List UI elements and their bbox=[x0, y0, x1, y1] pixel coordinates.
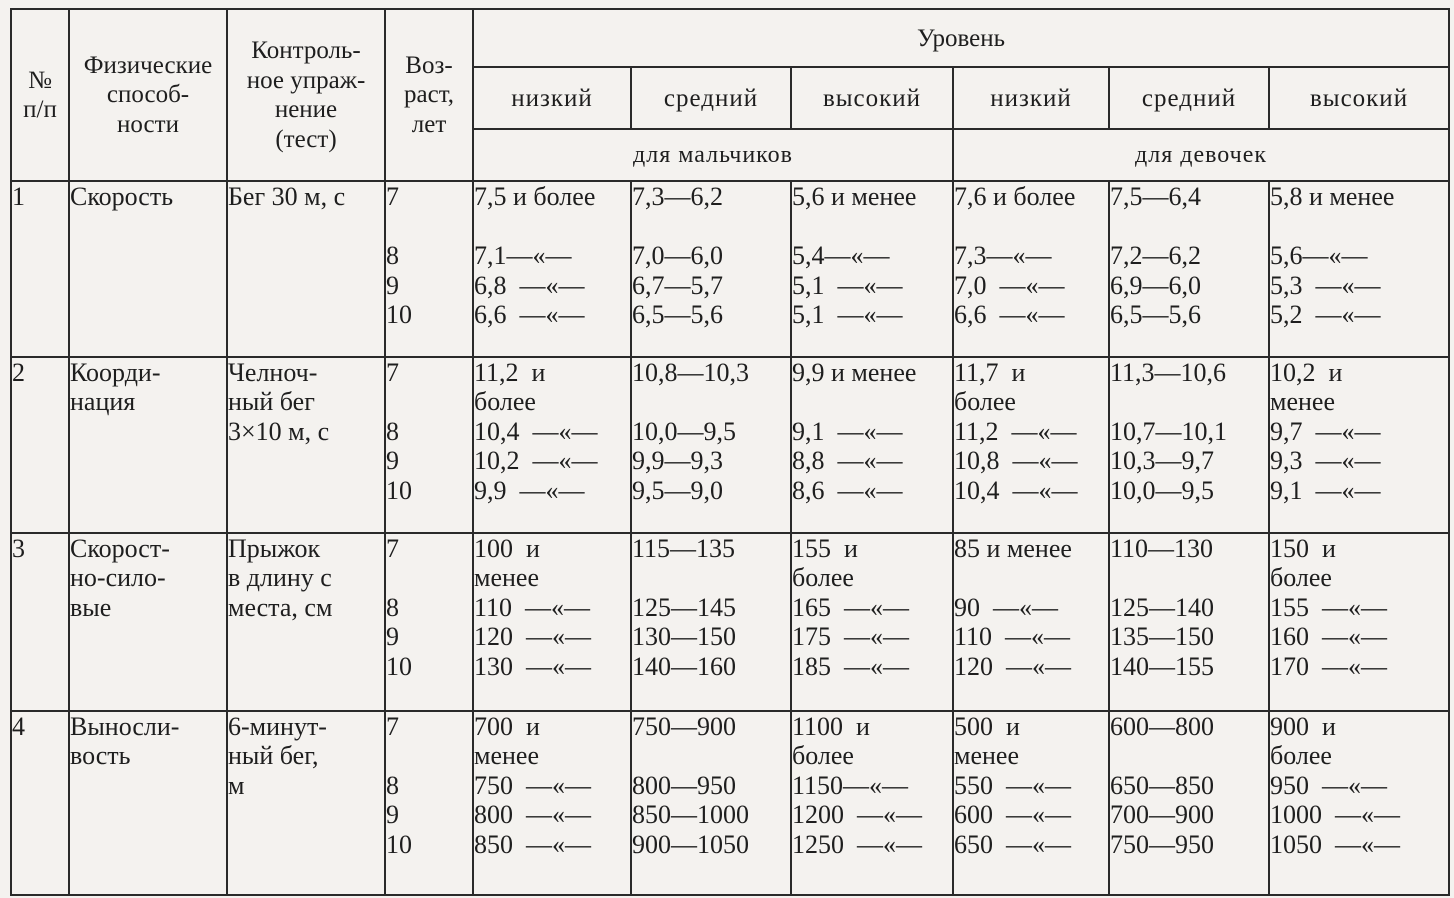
value-line: 9,9 и менее bbox=[792, 357, 917, 387]
value-line: 7,5—6,4 bbox=[1110, 182, 1201, 211]
value-line bbox=[954, 563, 1108, 593]
value-line: более bbox=[954, 387, 1016, 417]
value-line: 5,8 и менее bbox=[1270, 182, 1395, 211]
value-cell bbox=[953, 533, 1109, 711]
value-line: 850—1000 bbox=[632, 800, 749, 830]
value-line: 115—135 bbox=[632, 533, 736, 563]
value-line: 120 —«— bbox=[954, 651, 1071, 681]
age-cell-line bbox=[386, 387, 472, 417]
age-cell bbox=[385, 533, 473, 711]
value-line: 10,2 и bbox=[1270, 357, 1343, 387]
age-cell-line: 8 bbox=[386, 416, 399, 446]
header-num: № п/п bbox=[11, 9, 69, 181]
header-group-girls: для девочек bbox=[953, 129, 1449, 181]
value-line: 175 —«— bbox=[792, 622, 909, 652]
value-line: 9,3 —«— bbox=[1270, 446, 1381, 476]
value-line: 150 и bbox=[1270, 533, 1336, 563]
value-line: 165 —«— bbox=[792, 592, 909, 622]
value-line: 110 —«— bbox=[474, 592, 591, 622]
value-line: 650—850 bbox=[1110, 770, 1214, 800]
test-cell bbox=[227, 357, 385, 533]
value-line bbox=[474, 212, 630, 242]
value-line: 9,5—9,0 bbox=[632, 475, 723, 505]
value-line: 110 —«— bbox=[954, 622, 1071, 652]
value-line: 170 —«— bbox=[1270, 651, 1387, 681]
value-line: 6,6 —«— bbox=[474, 300, 585, 329]
table-row bbox=[11, 533, 1449, 711]
value-line bbox=[632, 741, 790, 771]
header-level-high-girls: высокий bbox=[1269, 67, 1449, 129]
age-cell-line: 10 bbox=[386, 300, 412, 329]
test-cell-line: 6-минут- bbox=[228, 711, 327, 741]
value-cell bbox=[631, 181, 791, 357]
value-line: 11,3—10,6 bbox=[1110, 357, 1227, 387]
age-cell-line: 10 bbox=[386, 829, 412, 859]
age-cell-line: 9 bbox=[386, 622, 399, 652]
header-group-boys: для мальчиков bbox=[473, 129, 953, 181]
value-line: 750—900 bbox=[632, 711, 736, 741]
value-line: 10,8 —«— bbox=[954, 446, 1078, 476]
header-level-low-boys: низкий bbox=[473, 67, 631, 129]
age-cell-line: 7 bbox=[386, 357, 399, 387]
value-line: 100 и bbox=[474, 533, 540, 563]
value-line: 7,3—6,2 bbox=[632, 182, 723, 211]
value-line bbox=[792, 387, 952, 417]
age-cell-line: 10 bbox=[386, 651, 412, 681]
table-body bbox=[11, 181, 1449, 895]
ability-cell-line: Скорость bbox=[70, 182, 174, 211]
value-line: 6,9—6,0 bbox=[1110, 270, 1201, 300]
test-cell bbox=[227, 533, 385, 711]
value-line: 7,1—«— bbox=[474, 241, 572, 270]
fitness-norms-table bbox=[10, 8, 1450, 896]
value-line: 900 и bbox=[1270, 711, 1336, 741]
test-cell-line: ный бег, bbox=[228, 741, 319, 771]
age-cell-line bbox=[386, 741, 472, 771]
value-line: 6,7—5,7 bbox=[632, 270, 723, 300]
value-cell bbox=[791, 357, 953, 533]
header-age: Воз- раст, лет bbox=[385, 9, 473, 181]
value-line: 7,0 —«— bbox=[954, 270, 1065, 300]
header-level: Уровень bbox=[473, 9, 1449, 67]
value-line: более bbox=[474, 387, 536, 417]
value-line: 1200 —«— bbox=[792, 800, 922, 830]
value-line: 6,6 —«— bbox=[954, 300, 1065, 329]
value-line bbox=[1110, 212, 1268, 242]
value-cell bbox=[1109, 357, 1269, 533]
value-cell bbox=[631, 357, 791, 533]
value-line: 130 —«— bbox=[474, 651, 591, 681]
value-line bbox=[1110, 387, 1268, 417]
value-line: менее bbox=[474, 563, 539, 593]
table-row bbox=[11, 181, 1449, 357]
value-line: 120 —«— bbox=[474, 622, 591, 652]
value-line: 5,6 и менее bbox=[792, 182, 917, 211]
value-line: 700—900 bbox=[1110, 800, 1214, 830]
value-line: 5,6—«— bbox=[1270, 241, 1368, 270]
value-cell bbox=[953, 357, 1109, 533]
value-line: 600—800 bbox=[1110, 711, 1214, 741]
value-line: 8,6 —«— bbox=[792, 475, 903, 505]
row-number: 3 bbox=[11, 533, 69, 711]
value-line: более bbox=[792, 563, 854, 593]
value-line: 800—950 bbox=[632, 770, 736, 800]
ability-cell bbox=[69, 711, 227, 895]
age-cell-line: 7 bbox=[386, 711, 399, 741]
value-cell bbox=[631, 533, 791, 711]
value-line: 125—145 bbox=[632, 592, 736, 622]
header-level-mid-girls: средний bbox=[1109, 67, 1269, 129]
value-line: 6,8 —«— bbox=[474, 270, 585, 300]
value-line: 11,2 —«— bbox=[954, 416, 1077, 446]
header-ability: Физические способ- ности bbox=[69, 9, 227, 181]
test-cell-line: 3×10 м, с bbox=[228, 416, 330, 446]
age-cell bbox=[385, 711, 473, 895]
value-line: 11,2 и bbox=[474, 357, 546, 387]
age-cell-line bbox=[386, 563, 472, 593]
ability-cell bbox=[69, 181, 227, 357]
value-line: 1100 и bbox=[792, 711, 870, 741]
header-level-mid-boys: средний bbox=[631, 67, 791, 129]
value-line: 600 —«— bbox=[954, 800, 1071, 830]
value-line bbox=[632, 563, 790, 593]
value-line: 5,2 —«— bbox=[1270, 300, 1381, 329]
value-line: 750 —«— bbox=[474, 770, 591, 800]
test-cell-line: Челноч- bbox=[228, 357, 318, 387]
value-line: 5,3 —«— bbox=[1270, 270, 1381, 300]
value-cell bbox=[1109, 533, 1269, 711]
value-line: 11,7 и bbox=[954, 357, 1026, 387]
value-line: 85 и менее bbox=[954, 533, 1072, 563]
value-line: 6,5—5,6 bbox=[632, 300, 723, 329]
value-line: 9,1 —«— bbox=[792, 416, 903, 446]
age-cell bbox=[385, 357, 473, 533]
value-cell bbox=[953, 181, 1109, 357]
age-cell bbox=[385, 181, 473, 357]
value-line: 750—950 bbox=[1110, 829, 1214, 859]
value-line: 140—155 bbox=[1110, 651, 1214, 681]
value-line bbox=[1110, 741, 1268, 771]
value-cell bbox=[473, 533, 631, 711]
test-cell-line: в длину с bbox=[228, 563, 332, 593]
age-cell-line: 10 bbox=[386, 475, 412, 505]
value-line: 1050 —«— bbox=[1270, 829, 1400, 859]
value-line: 90 —«— bbox=[954, 592, 1058, 622]
value-cell bbox=[473, 357, 631, 533]
value-line: 10,8—10,3 bbox=[632, 357, 749, 387]
age-cell-line: 8 bbox=[386, 770, 399, 800]
age-cell-line: 9 bbox=[386, 800, 399, 830]
value-cell bbox=[1269, 181, 1449, 357]
value-line bbox=[632, 212, 790, 242]
value-cell bbox=[1269, 711, 1449, 895]
ability-cell-line: нация bbox=[70, 387, 136, 417]
value-line: 8,8 —«— bbox=[792, 446, 903, 476]
value-line: 7,3—«— bbox=[954, 241, 1052, 270]
ability-cell-line: Выносли- bbox=[70, 711, 180, 741]
test-cell-line: Бег 30 м, с bbox=[228, 182, 346, 211]
value-line: 7,6 и более bbox=[954, 182, 1076, 211]
ability-cell-line: Скорост- bbox=[70, 533, 170, 563]
value-line: 500 и bbox=[954, 711, 1020, 741]
test-cell-line: м bbox=[228, 770, 245, 800]
test-cell bbox=[227, 181, 385, 357]
value-line: 10,4 —«— bbox=[474, 416, 598, 446]
value-line: 140—160 bbox=[632, 651, 736, 681]
test-cell-line: места, см bbox=[228, 592, 333, 622]
value-line: 7,2—6,2 bbox=[1110, 241, 1201, 270]
value-line: 650 —«— bbox=[954, 829, 1071, 859]
value-line: 1250 —«— bbox=[792, 829, 922, 859]
header-level-low-girls: низкий bbox=[953, 67, 1109, 129]
row-number: 4 bbox=[11, 711, 69, 895]
value-cell bbox=[791, 181, 953, 357]
table-row bbox=[11, 357, 1449, 533]
value-line: 110—130 bbox=[1110, 533, 1214, 563]
value-line: 10,4 —«— bbox=[954, 475, 1078, 505]
value-line: 9,9 —«— bbox=[474, 475, 585, 505]
ability-cell-line: но-сило- bbox=[70, 563, 166, 593]
value-line: 10,0—9,5 bbox=[1110, 475, 1214, 505]
value-cell bbox=[473, 181, 631, 357]
test-cell bbox=[227, 711, 385, 895]
value-cell bbox=[953, 711, 1109, 895]
ability-cell bbox=[69, 357, 227, 533]
value-line: 900—1050 bbox=[632, 829, 749, 859]
value-line bbox=[954, 212, 1108, 242]
age-cell-line: 7 bbox=[386, 533, 399, 563]
header-test: Контроль- ное упраж- нение (тест) bbox=[227, 9, 385, 181]
value-line: 1150—«— bbox=[792, 770, 909, 800]
value-line: 135—150 bbox=[1110, 622, 1214, 652]
value-line: 5,4—«— bbox=[792, 241, 890, 270]
age-cell-line: 7 bbox=[386, 182, 399, 211]
value-line: 130—150 bbox=[632, 622, 736, 652]
value-line bbox=[1110, 563, 1268, 593]
value-line: менее bbox=[474, 741, 539, 771]
value-cell bbox=[1269, 533, 1449, 711]
value-line bbox=[632, 387, 790, 417]
value-cell bbox=[473, 711, 631, 895]
value-line: 185 —«— bbox=[792, 651, 909, 681]
value-line: 9,9—9,3 bbox=[632, 446, 723, 476]
value-line: 800 —«— bbox=[474, 800, 591, 830]
value-line: 5,1 —«— bbox=[792, 300, 903, 329]
age-cell-line bbox=[386, 212, 472, 242]
value-line: 10,3—9,7 bbox=[1110, 446, 1214, 476]
row-number: 1 bbox=[11, 181, 69, 357]
ability-cell-line: Коорди- bbox=[70, 357, 161, 387]
value-line: более bbox=[1270, 563, 1332, 593]
value-line: 7,5 и более bbox=[474, 182, 596, 211]
value-line: 550 —«— bbox=[954, 770, 1071, 800]
value-line: 700 и bbox=[474, 711, 540, 741]
age-cell-line: 8 bbox=[386, 241, 399, 270]
value-line: менее bbox=[954, 741, 1019, 771]
test-cell-line: ный бег bbox=[228, 387, 315, 417]
value-line: 10,0—9,5 bbox=[632, 416, 736, 446]
value-line: 9,7 —«— bbox=[1270, 416, 1381, 446]
value-cell bbox=[791, 533, 953, 711]
age-cell-line: 9 bbox=[386, 446, 399, 476]
ability-cell bbox=[69, 533, 227, 711]
value-line: 155 и bbox=[792, 533, 858, 563]
ability-cell-line: вые bbox=[70, 592, 112, 622]
value-line: 160 —«— bbox=[1270, 622, 1387, 652]
value-line: 10,7—10,1 bbox=[1110, 416, 1227, 446]
value-line: 1000 —«— bbox=[1270, 800, 1400, 830]
value-line: 10,2 —«— bbox=[474, 446, 598, 476]
value-line: 950 —«— bbox=[1270, 770, 1387, 800]
table-row bbox=[11, 711, 1449, 895]
value-line: более bbox=[1270, 741, 1332, 771]
value-line: 5,1 —«— bbox=[792, 270, 903, 300]
value-line: 7,0—6,0 bbox=[632, 241, 723, 270]
value-line: 6,5—5,6 bbox=[1110, 300, 1201, 329]
value-cell bbox=[1269, 357, 1449, 533]
age-cell-line: 8 bbox=[386, 592, 399, 622]
value-cell bbox=[1109, 711, 1269, 895]
value-cell bbox=[791, 711, 953, 895]
row-number: 2 bbox=[11, 357, 69, 533]
value-line: менее bbox=[1270, 387, 1335, 417]
value-line: 9,1 —«— bbox=[1270, 475, 1381, 505]
value-cell bbox=[1109, 181, 1269, 357]
header-level-high-boys: высокий bbox=[791, 67, 953, 129]
value-line bbox=[792, 212, 952, 242]
value-line: 155 —«— bbox=[1270, 592, 1387, 622]
value-line: 850 —«— bbox=[474, 829, 591, 859]
age-cell-line: 9 bbox=[386, 270, 399, 300]
value-line bbox=[1270, 212, 1448, 242]
value-line: более bbox=[792, 741, 854, 771]
ability-cell-line: вость bbox=[70, 741, 131, 771]
value-line: 125—140 bbox=[1110, 592, 1214, 622]
value-cell bbox=[631, 711, 791, 895]
test-cell-line: Прыжок bbox=[228, 533, 321, 563]
